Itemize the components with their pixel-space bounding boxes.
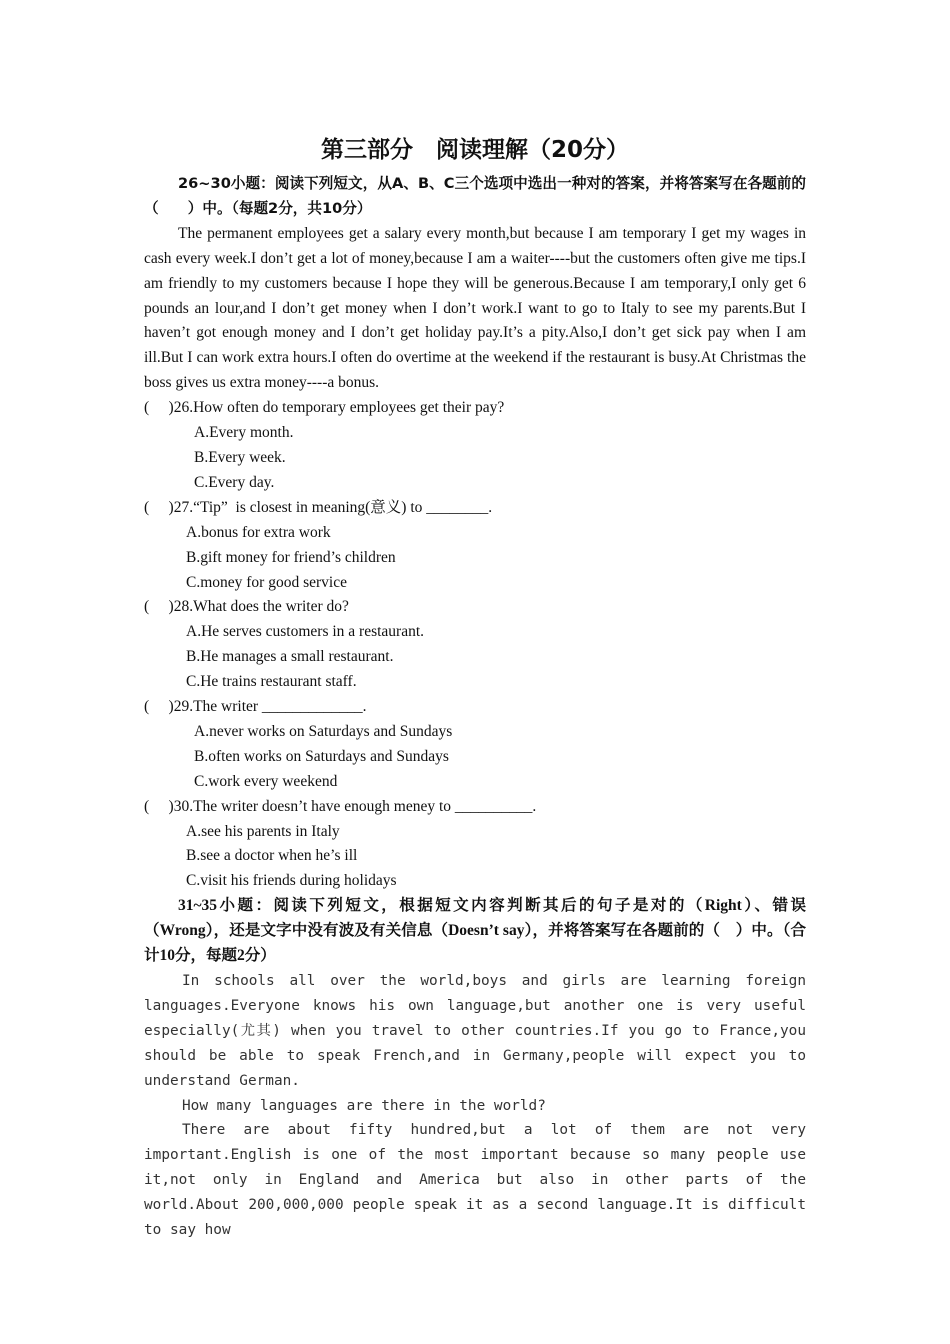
option-c: C.Every day. [194,473,275,491]
option-c: C.work every weekend [194,772,338,790]
option-a: A.bonus for extra work [186,523,331,541]
section-title: 第三部分 阅读理解（20分） [320,137,629,163]
option-a: A.see his parents in Italy [186,822,340,840]
question-stem: ( )27.“Tip” is closest in meaning(意义) to ________. [144,498,493,516]
question-stem: ( )26.How often do temporary employees get their pay? [144,399,505,417]
passage-2-paragraph: In schools all over the world,boys and girls are learning foreign languages.Everyone knows his own language,but another one is very useful especially(尤其) when you travel to other countries.If you go to France,you should be able to speak French,and in Germany,people will expect you to understand German. [144,973,806,1089]
section1-instruction: 26~30小题：阅读下列短文，从A、B、C三个选项中选出一种对的答案，并将答案写在各题前的（ ）中。（每题2分，共10分） [144,175,806,217]
question-28 [144,595,806,695]
option-c: C.money for good service [186,573,347,591]
question-27 [144,496,806,596]
document-page [144,128,806,1243]
option-a: A.He serves customers in a restaurant. [186,623,425,641]
option-b: B.often works on Saturdays and Sundays [194,747,449,765]
option-c: C.visit his friends during holidays [186,872,397,890]
question-stem: ( )30.The writer doesn’t have enough meney to __________. [144,797,537,815]
option-b: B.Every week. [194,448,286,466]
passage-2-paragraph: There are about fifty hundred,but a lot of them are not very important.English is one of the most important because so many people use it,not only in England and America but also in other parts of the world.About 200,000,000 people speak it as a second language.It is difficult to say how [144,1122,806,1239]
option-c: C.He trains restaurant staff. [186,673,357,691]
question-30 [144,795,806,895]
option-a: A.never works on Saturdays and Sundays [194,722,453,740]
question-stem: ( )29.The writer _____________. [144,698,367,716]
question-stem: ( )28.What does the writer do? [144,598,349,616]
section2-instruction: 31~35小题：阅读下列短文，根据短文内容判断其后的句子是对的（Right）、错误（Wrong），还是文字中没有波及有关信息（Doesn’t say），并将答案写在各题前的（ ）中。（合计10分，每题2分） [144,897,806,965]
option-a: A.Every month. [194,424,294,442]
option-b: B.He manages a small restaurant. [186,648,394,666]
question-29 [144,695,806,795]
passage-2-paragraph: How many languages are there in the world? [182,1097,546,1114]
option-b: B.gift money for friend’s children [186,548,396,566]
option-b: B.see a doctor when he’s ill [186,847,358,865]
question-26 [144,396,806,496]
passage-1: The permanent employees get a salary every month,but because I am temporary I get my wages in cash every week.I don’t get a lot of money,because I am a waiter----but the customers often give me tips.I am friendly to my customers because I hope they will be generous.Because I am temporary,I only get 6 pounds an lour,and I don’t get money when I don’t work.I want to go to Italy to see my parents.But I haven’t got enough money and I don’t get holiday pay.It’s a pity.Also,I don’t get sick pay when I am ill.But I can work extra hours.I often do overtime at the weekend if the restaurant is busy.At Christmas the boss gives us extra money----a bonus. [144,224,806,392]
